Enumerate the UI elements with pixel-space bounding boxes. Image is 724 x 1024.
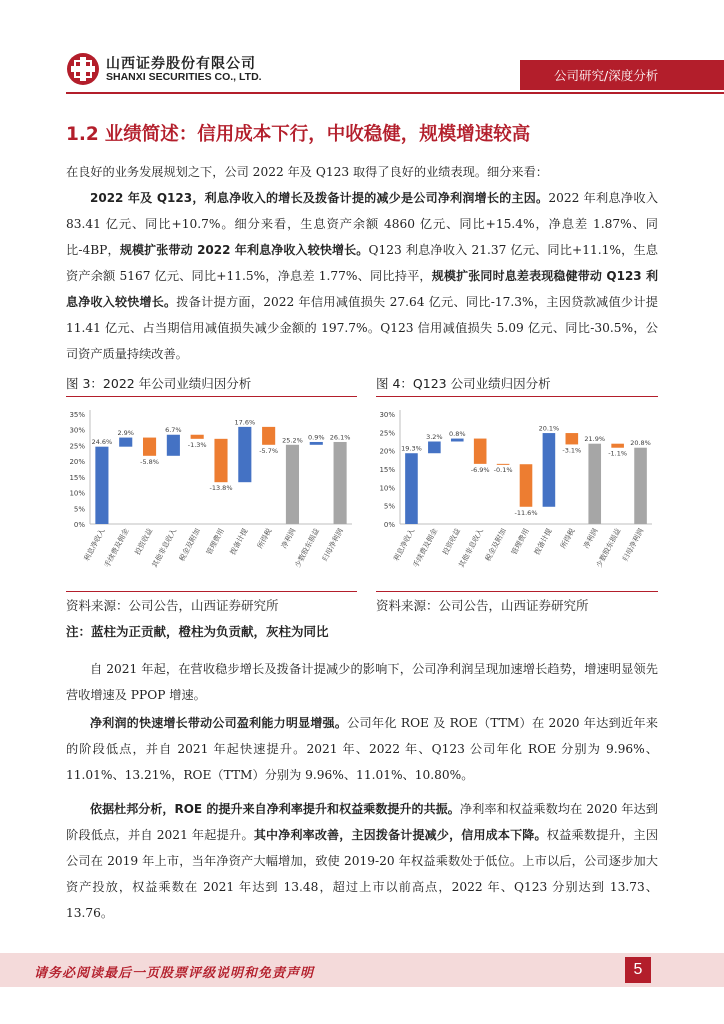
- category-label: 归母净利润: [320, 526, 345, 563]
- header-divider: [66, 92, 724, 94]
- y-tick-label: 10%: [379, 484, 395, 493]
- data-label: 2.9%: [117, 429, 134, 438]
- para3-bold-1: 净利润的快速增长带动公司盈利能力明显增强。: [90, 716, 348, 730]
- waterfall-bar: [634, 448, 647, 524]
- figure-3-bottom-rule: [66, 591, 357, 592]
- report-type: 公司研究/深度分析: [554, 68, 659, 83]
- waterfall-bar: [497, 464, 510, 465]
- para4-bold-1: 依据杜邦分析，ROE 的提升来自净利率提升和权益乘数提升的共振。: [90, 802, 460, 816]
- paragraph-1: [66, 185, 658, 367]
- waterfall-bar: [405, 453, 418, 524]
- category-label: 手续费及佣金: [102, 526, 131, 570]
- paragraph-4: [66, 796, 658, 926]
- para1-bold-1: 2022 年及 Q123，利息净收入的增长及拨备计提的减少是公司净利润增长的主因。: [90, 191, 549, 205]
- footer-disclaimer: 请务必阅读最后一页股票评级说明和免责声明: [34, 966, 315, 981]
- category-label: 投资收益: [440, 526, 463, 557]
- waterfall-bar: [143, 438, 156, 456]
- y-tick-label: 25%: [379, 429, 395, 438]
- para4-bold-2: 其中净利率改善，主因拨备计提减少，信用成本下降。: [253, 828, 547, 842]
- waterfall-bar: [119, 438, 132, 447]
- figure-4-top-rule: [376, 396, 658, 397]
- y-tick-label: 0%: [383, 521, 395, 529]
- data-label: -1.3%: [187, 440, 207, 449]
- intro-paragraph: 在良好的业务发展规划之下，公司 2022 年及 Q123 取得了良好的业绩表现。细分来看：: [66, 165, 548, 179]
- figure-3-source: 资料来源：公司公告，山西证券研究所: [66, 598, 279, 613]
- y-tick-label: 30%: [379, 411, 395, 419]
- waterfall-bar: [214, 439, 227, 482]
- category-label: 其他非息收入: [149, 526, 179, 570]
- para1-text-1: 2022 年利息净收入 83.41 亿元、同比+10.7%。细分来看，生息资产余额 4860 亿元、同比+15.4%，净息差 1.87%、同比-4BP，: [66, 191, 659, 257]
- category-label: 净利润: [279, 526, 298, 550]
- section-number: 1.2: [66, 124, 99, 145]
- category-label: 其他非息收入: [456, 526, 485, 570]
- data-label: -0.1%: [493, 466, 513, 475]
- waterfall-bar: [191, 435, 204, 439]
- page-header: [0, 0, 724, 95]
- figure-3-top-rule: [66, 396, 357, 397]
- y-tick-label: 25%: [69, 442, 85, 451]
- category-label: 手续费及佣金: [410, 526, 440, 570]
- figure-3-title: 图 3：2022 年公司业绩归因分析: [66, 376, 252, 391]
- category-label: 所得税: [558, 526, 577, 550]
- data-label: -13.8%: [209, 484, 233, 493]
- company-name-en: SHANXI SECURITIES CO., LTD.: [106, 71, 262, 83]
- para4-text-1: 净利率和权益乘数均在 2020 年达到阶段低点，并自 2021 年起提升。: [66, 802, 658, 842]
- paragraph-3: [66, 710, 658, 788]
- y-tick-label: 15%: [379, 466, 395, 474]
- category-label: 利息净收入: [81, 526, 107, 563]
- data-label: 20.1%: [538, 424, 560, 433]
- data-label: -11.6%: [514, 508, 538, 517]
- data-label: -5.8%: [140, 457, 159, 466]
- section-title-text: 业绩简述：信用成本下行，中收稳健，规模增速较高: [104, 124, 531, 145]
- category-label: 利息净收入: [391, 526, 417, 563]
- waterfall-bar: [167, 435, 180, 456]
- y-tick-label: 10%: [69, 489, 85, 498]
- category-label: 税金及附加: [483, 526, 508, 563]
- waterfall-bar: [566, 433, 579, 444]
- category-label: 归母净利润: [620, 526, 646, 563]
- waterfall-bar: [611, 444, 624, 448]
- waterfall-bar: [95, 447, 108, 524]
- category-label: 所得税: [255, 526, 274, 550]
- para1-bold-3: 规模扩张同时息差表现稳健带动 Q123 利息净收入较快增长。: [66, 269, 658, 309]
- company-name-cn: 山西证券股份有限公司: [106, 56, 256, 72]
- data-label: 26.1%: [329, 433, 351, 442]
- data-label: 3.2%: [426, 433, 443, 441]
- category-label: 管理费用: [204, 526, 226, 557]
- category-label: 拨备计提: [532, 526, 554, 557]
- category-label: 少数股东损益: [594, 526, 623, 570]
- figure-4-chart: [370, 398, 660, 588]
- waterfall-bar: [262, 427, 275, 445]
- data-label: 0.8%: [449, 430, 466, 439]
- waterfall-bar: [310, 442, 323, 445]
- y-tick-label: 15%: [69, 473, 85, 482]
- category-label: 税金及附加: [177, 526, 202, 563]
- data-label: -5.7%: [259, 446, 279, 455]
- figure-4-source: 资料来源：公司公告，山西证券研究所: [376, 598, 589, 613]
- category-label: 管理费用: [509, 526, 531, 557]
- data-label: 0.9%: [308, 433, 325, 442]
- para1-text-3: 拨备计提方面，2022 年信用减值损失 27.64 亿元、同比-17.3%，主因贷款减值少计提 11.41 亿元、占当期信用减值损失减少金额的 197.7%。Q123 信用减值损失 5.09 亿元、同比-30.5%，公司资产质量持续改善。: [66, 295, 658, 361]
- data-label: -1.1%: [608, 449, 628, 458]
- y-tick-label: 20%: [379, 447, 395, 456]
- y-tick-label: 35%: [69, 411, 85, 419]
- figure-3-chart: [60, 398, 360, 588]
- waterfall-bar: [520, 464, 533, 507]
- company-logo-icon: [66, 52, 100, 86]
- data-label: 24.6%: [91, 438, 113, 447]
- waterfall-bar: [451, 439, 464, 442]
- data-label: 25.2%: [282, 436, 303, 445]
- category-label: 投资收益: [132, 526, 155, 557]
- para4-text-2: 权益乘数提升，主因公司在 2019 年上市，当年净资产大幅增加，致使 2019-20 年权益乘数处于低位。上市以后，公司逐步加大资产投放，权益乘数在 2021 年达到 13.48，超过上市以前高点，2022 年、Q123 分别达到 13.73、13.76。: [66, 828, 659, 920]
- data-label: 21.9%: [584, 435, 606, 444]
- category-label: 拨备计提: [228, 526, 250, 557]
- figure-4-bottom-rule: [376, 591, 658, 592]
- figure-4-title: 图 4：Q123 公司业绩归因分析: [376, 376, 551, 391]
- waterfall-bar: [428, 442, 441, 454]
- waterfall-bar: [238, 427, 251, 482]
- y-tick-label: 0%: [73, 521, 85, 529]
- category-label: 净利润: [581, 526, 600, 550]
- y-tick-label: 20%: [69, 458, 85, 467]
- waterfall-bar: [474, 439, 487, 464]
- para1-bold-2: 规模扩张带动 2022 年利息净收入较快增长。: [119, 243, 369, 257]
- waterfall-bar: [543, 433, 556, 507]
- paragraph-2: 自 2021 年起，在营收稳步增长及拨备计提减少的影响下，公司净利润呈现加速增长趋势，增速明显领先营收增速及 PPOP 增速。: [66, 662, 658, 702]
- data-label: 17.6%: [234, 418, 256, 427]
- data-label: 20.8%: [630, 439, 651, 448]
- y-tick-label: 5%: [383, 502, 395, 511]
- y-tick-label: 5%: [73, 505, 85, 514]
- data-label: -6.9%: [470, 465, 490, 474]
- waterfall-bar: [334, 442, 347, 524]
- page-number: 5: [625, 957, 651, 983]
- section-title: [66, 120, 536, 146]
- waterfall-bar: [286, 445, 299, 524]
- category-label: 少数股东损益: [292, 526, 322, 570]
- y-tick-label: 30%: [69, 426, 85, 435]
- data-label: 6.7%: [165, 426, 182, 435]
- waterfall-bar: [588, 444, 601, 524]
- data-label: -3.1%: [562, 446, 582, 455]
- para1-text-2: Q123 利息净收入 21.37 亿元、同比+11.1%，生息资产余额 5167 亿元、同比+11.5%，净息差 1.77%、同比持平，: [66, 243, 658, 283]
- data-label: 19.3%: [401, 444, 422, 453]
- figure-note: 注：蓝柱为正贡献，橙柱为负贡献，灰柱为同比: [66, 624, 329, 639]
- para3-text-1: 公司年化 ROE 及 ROE（TTM）在 2020 年达到近年来的阶段低点，并自 2021 年起快速提升。2021 年、2022 年、Q123 公司年化 ROE 分别为 9.96%、11.01%、13.21%，ROE（TTM）分别为 9.96%、11.01%、10.80%。: [66, 716, 658, 782]
